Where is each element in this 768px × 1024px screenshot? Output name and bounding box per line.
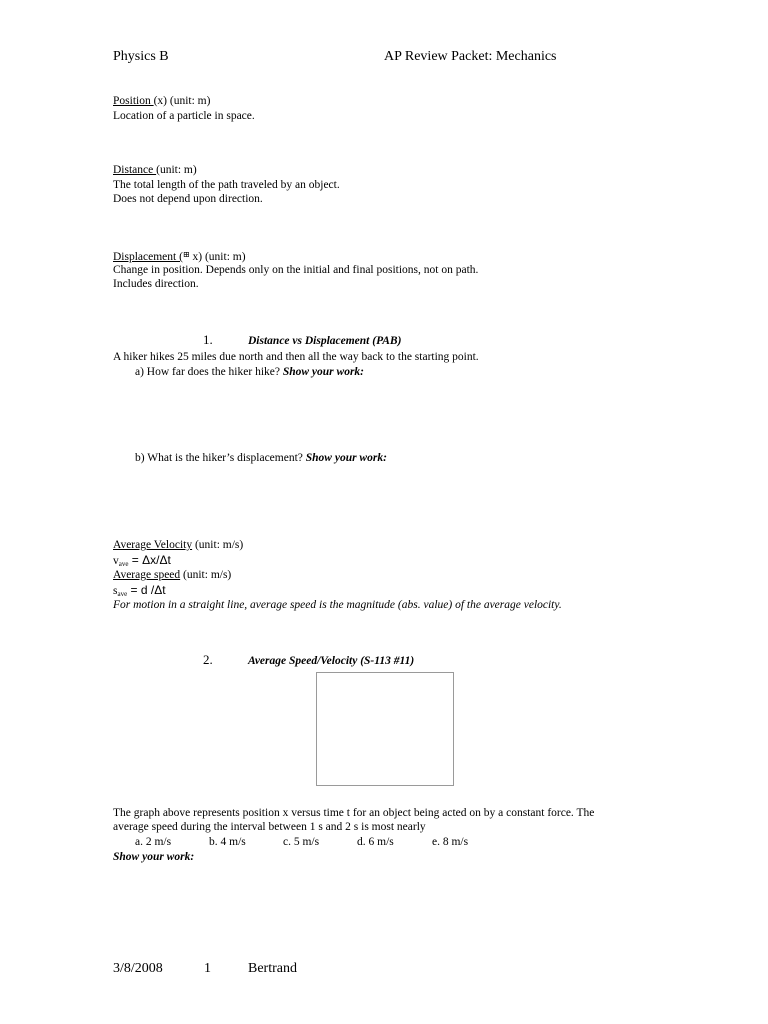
choice-b: b. 4 m/s [209,836,246,848]
velocity-note: For motion in a straight line, average speed is the magnitude (abs. value) of the average velocity. [113,599,562,611]
displacement-term: Displacement ( [113,251,183,263]
position-heading [113,94,210,108]
footer-date: 3/8/2008 [113,961,163,976]
avg-velocity-unit: (unit: m/s) [192,539,244,551]
distance-line-2: Does not depend upon direction. [113,193,263,205]
avg-velocity-heading [113,538,243,552]
part-b-question: b) What is the hiker’s displacement? [135,452,306,464]
header-course: Physics B [113,49,169,64]
displacement-line-2: Includes direction. [113,278,199,290]
problem-1-title: Distance vs Displacement (PAB) [248,335,402,347]
distance-unit: (unit: m) [156,164,197,176]
position-unit: (x) (unit: m) [153,95,211,107]
graph-placeholder [316,672,454,786]
problem-1-number: 1. [203,332,213,347]
footer-author: Bertrand [248,961,297,976]
problem-1-part-a [135,365,364,379]
distance-line-1: The total length of the path traveled by an object. [113,179,340,191]
displacement-heading [113,248,246,264]
displacement-line-1: Change in position. Depends only on the initial and final positions, not on path. [113,264,479,276]
part-a-show-work: Show your work: [282,366,365,378]
problem-2-number: 2. [203,652,213,667]
delta-symbol-icon: ⊞ [182,250,190,259]
s-subscript: ave [117,590,128,598]
problem-2-text-2: average speed during the interval between 1 s and 2 s is most nearly [113,821,426,833]
position-description: Location of a particle in space. [113,110,255,122]
v-subscript: ave [118,560,129,568]
footer-page-number: 1 [204,961,211,976]
part-b-show-work: Show your work: [305,452,387,464]
problem-2-title: Average Speed/Velocity (S-113 #11) [248,655,415,667]
problem-2-show-work: Show your work: [113,851,195,863]
distance-heading [113,163,197,177]
header-title: AP Review Packet: Mechanics [384,49,557,64]
part-a-question: a) How far does the hiker hike? [135,366,283,378]
s-symbol: s [113,585,118,597]
answer-choices [135,835,468,849]
avg-speed-term: Average speed [113,569,181,581]
choice-a: a. 2 m/s [135,836,172,848]
s-formula: = d /Δt [127,583,166,597]
avg-speed-heading [113,568,231,582]
problem-1-part-b [135,451,387,465]
avg-speed-unit: (unit: m/s) [180,569,232,581]
avg-velocity-term: Average Velocity [113,539,193,551]
choice-e: e. 8 m/s [432,836,469,848]
problem-1-text: A hiker hikes 25 miles due north and then all the way back to the starting point. [113,351,479,363]
position-term: Position [113,95,154,107]
v-formula: = Δx/Δt [128,553,171,567]
displacement-unit: x) (unit: m) [189,251,246,263]
v-symbol: v [113,555,119,567]
distance-term: Distance [113,164,157,176]
choice-d: d. 6 m/s [357,836,394,848]
problem-2-text-1: The graph above represents position x versus time t for an object being acted on by a constant force. The [113,807,595,819]
choice-c: c. 5 m/s [283,836,320,848]
